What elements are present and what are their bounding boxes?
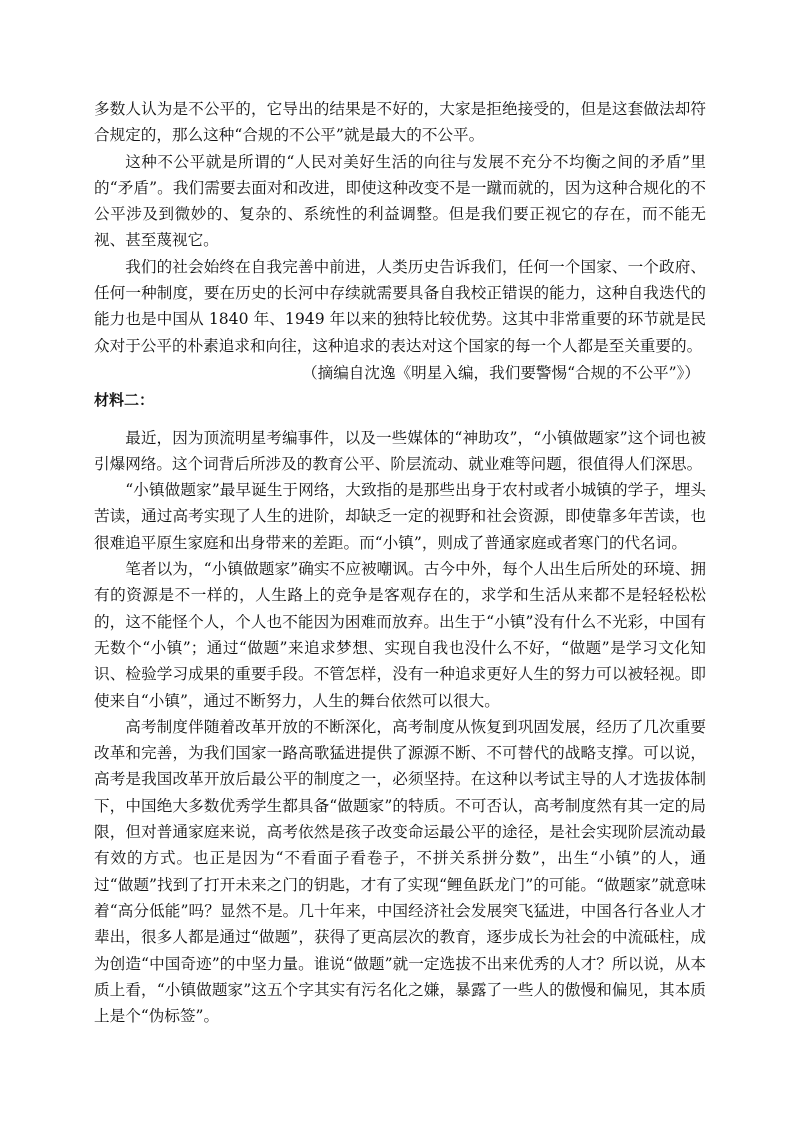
paragraph-opinion: 笔者以为，“小镇做题家”确实不应被嘲讽。古今中外，每个人出生后所处的环境、拥有的资源是不一样的，人生路上的竞争是客观存在的，求学和生活从来都不是轻轻松松的，这不能怪个人，个人也不能因为困难而放弃。出生于“小镇”没有什么不光彩，中国有无数个“小镇”；通过“做题”来追求梦想、实现自我也没什么不好，“做题”是学习文化知识、检验学习成果的重要手段。不管怎样，没有一种追求更好人生的努力可以被轻视。即使来自“小镇”，通过不断努力，人生的舞台依然可以很大。: [94, 560, 706, 710]
paragraph-intro: 最近，因为顶流明星考编事件，以及一些媒体的“神助攻”，“小镇做题家”这个词也被引爆网络。这个词背后所涉及的教育公平、阶层流动、就业难等问题，很值得人们深思。: [94, 428, 706, 473]
paragraph-definition: “小镇做题家”最早诞生于网络，大致指的是那些出身于农村或者小城镇的学子，埋头苦读，通过高考实现了人生的进阶，却缺乏一定的视野和社会资源，即使靠多年苦读，也很难追平原生家庭和出身带来的差距。而“小镇”，则成了普通家庭或者寒门的代名词。: [94, 481, 706, 552]
document-page: [94, 96, 706, 1029]
paragraph-contradiction: 这种不公平就是所谓的“人民对美好生活的向往与发展不充分不均衡之间的矛盾”里的“矛盾”。我们需要去面对和改进，即使这种改变不是一蹴而就的，因为这种合规化的不公平涉及到微妙的、复杂的、系统性的利益调整。但是我们要正视它的存在，而不能无视、甚至蔑视它。: [94, 152, 706, 250]
source-citation: （摘编自沈逸《明星入编，我们要警惕“合规的不公平”》）: [302, 363, 700, 382]
paragraph-continuation: 多数人认为是不公平的，它导出的结果是不好的，大家是拒绝接受的，但是这套做法却符合规定的，那么这种“合规的不公平”就是最大的不公平。: [94, 100, 706, 145]
paragraph-gaokao: 高考制度伴随着改革开放的不断深化，高考制度从恢复到巩固发展，经历了几次重要改革和完善，为我们国家一路高歌猛进提供了源源不断、不可替代的战略支撑。可以说，高考是我国改革开放后最公平的制度之一，必须坚持。在这种以考试主导的人才选拔体制下，中国绝大多数优秀学生都具备“做题家”的特质。不可否认，高考制度然有其一定的局限，但对普通家庭来说，高考依然是孩子改变命运最公平的途径，是社会实现阶层流动最有效的方式。也正是因为“不看面子看卷子，不拼关系拼分数”，出生“小镇”的人，通过“做题”找到了打开未来之门的钥匙，才有了实现“鲤鱼跃龙门”的可能。“做题家”就意味着“高分低能”吗？显然不是。几十年来，中国经济社会发展突飞猛进，中国各行各业人才辈出，很多人都是通过“做题”，获得了更高层次的教育，逐步成长为社会的中流砥柱，成为创造“中国奇迹”的中坚力量。谁说“做题”就一定选拔不出来优秀的人才？所以说，从本质上看，“小镇做题家”这五个字其实有污名化之嫌，暴露了一些人的傲慢和偏见，其本质上是个“伪标签”。: [94, 717, 706, 1026]
section-heading-material-2: 材料二：: [94, 391, 155, 410]
paragraph-self-improvement: 我们的社会始终在自我完善中前进，人类历史告诉我们，任何一个国家、一个政府、任何一种制度，要在历史的长河中存续就需要具备自我校正错误的能力，这种自我迭代的能力也是中国从 1840 年、1949 年以来的独特比较优势。这其中非常重要的环节就是民众对于公平的朴素追求和向往，这种追求的表达对这个国家的每一个人都是至关重要的。: [94, 257, 706, 355]
